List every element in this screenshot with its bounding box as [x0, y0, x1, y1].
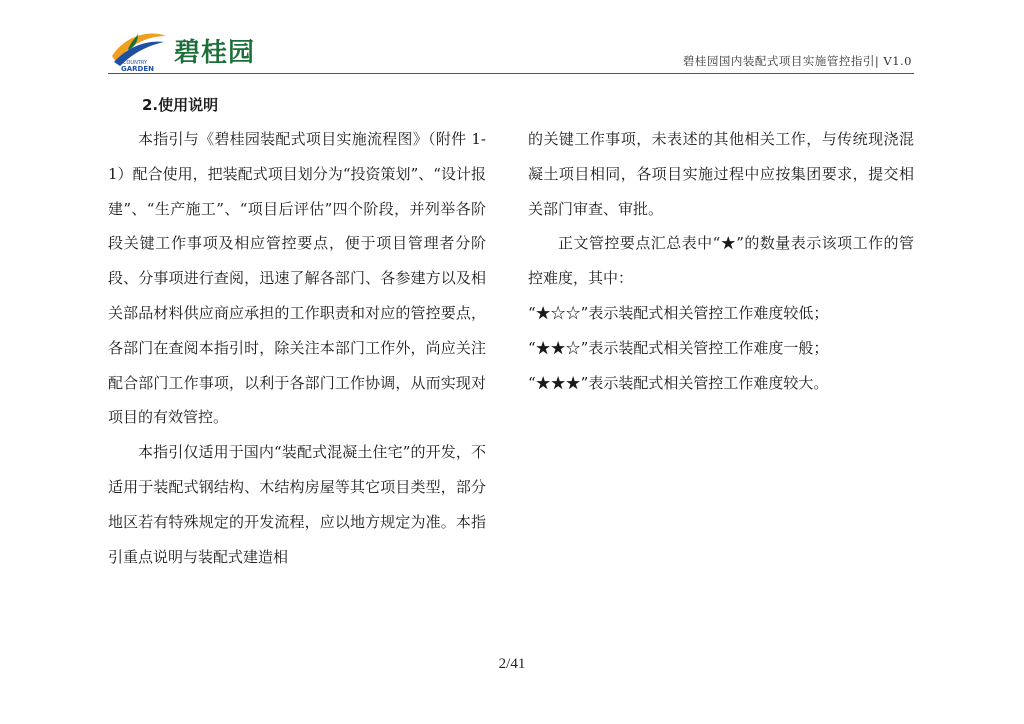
- header-divider: [108, 73, 914, 74]
- right-column: [528, 122, 914, 400]
- legend-item-low: “★☆☆”表示装配式相关管控工作难度较低；: [528, 303, 829, 322]
- legend-item-high: “★★★”表示装配式相关管控工作难度较大。: [528, 373, 829, 392]
- logo-text: 碧桂园: [174, 38, 256, 68]
- paragraph-scope-continued: 的关键工作事项，未表述的其他相关工作，与传统现浇混凝土项目相同，各项目实施过程中应按集团要求，提交相关部门审查、审批。: [528, 130, 914, 218]
- legend-item-medium: “★★☆”表示装配式相关管控工作难度一般；: [528, 338, 829, 357]
- paragraph-scope: 本指引仅适用于国内“装配式混凝土住宅”的开发，不适用于装配式钢结构、木结构房屋等其它项目类型，部分地区若有特殊规定的开发流程，应以地方规定为准。本指引重点说明与装配式建造相: [108, 443, 486, 566]
- garden-logo-icon: [108, 28, 170, 72]
- document-title: 碧桂园国内装配式项目实施管控指引| V1.0: [682, 54, 912, 68]
- logo-small-top: COUNTRY: [123, 60, 148, 66]
- section-title: 2.使用说明: [142, 96, 219, 114]
- paragraph-star-rating: 正文管控要点汇总表中“★”的数量表示该项工作的管控难度，其中：: [528, 234, 914, 288]
- logo-small-bottom: GARDEN: [121, 65, 155, 72]
- page-number: 2/41: [498, 656, 526, 672]
- company-logo: [108, 28, 258, 74]
- left-column: [108, 122, 486, 574]
- paragraph-usage: 本指引与《碧桂园装配式项目实施流程图》（附件 1-1）配合使用，把装配式项目划分为“投资策划”、“设计报建”、“生产施工”、“项目后评估”四个阶段，并列举各阶段关键工作事项及相应管控要点，便于项目管理者分阶段、分事项进行查阅，迅速了解各部门、各参建方以及相关部品材料供应商应承担的工作职责和对应的管控要点，各部门在查阅本指引时，除关注本部门工作外，尚应关注配合部门工作事项，以利于各部门工作协调，从而实现对项目的有效管控。: [108, 130, 486, 427]
- page-header: [0, 0, 1024, 80]
